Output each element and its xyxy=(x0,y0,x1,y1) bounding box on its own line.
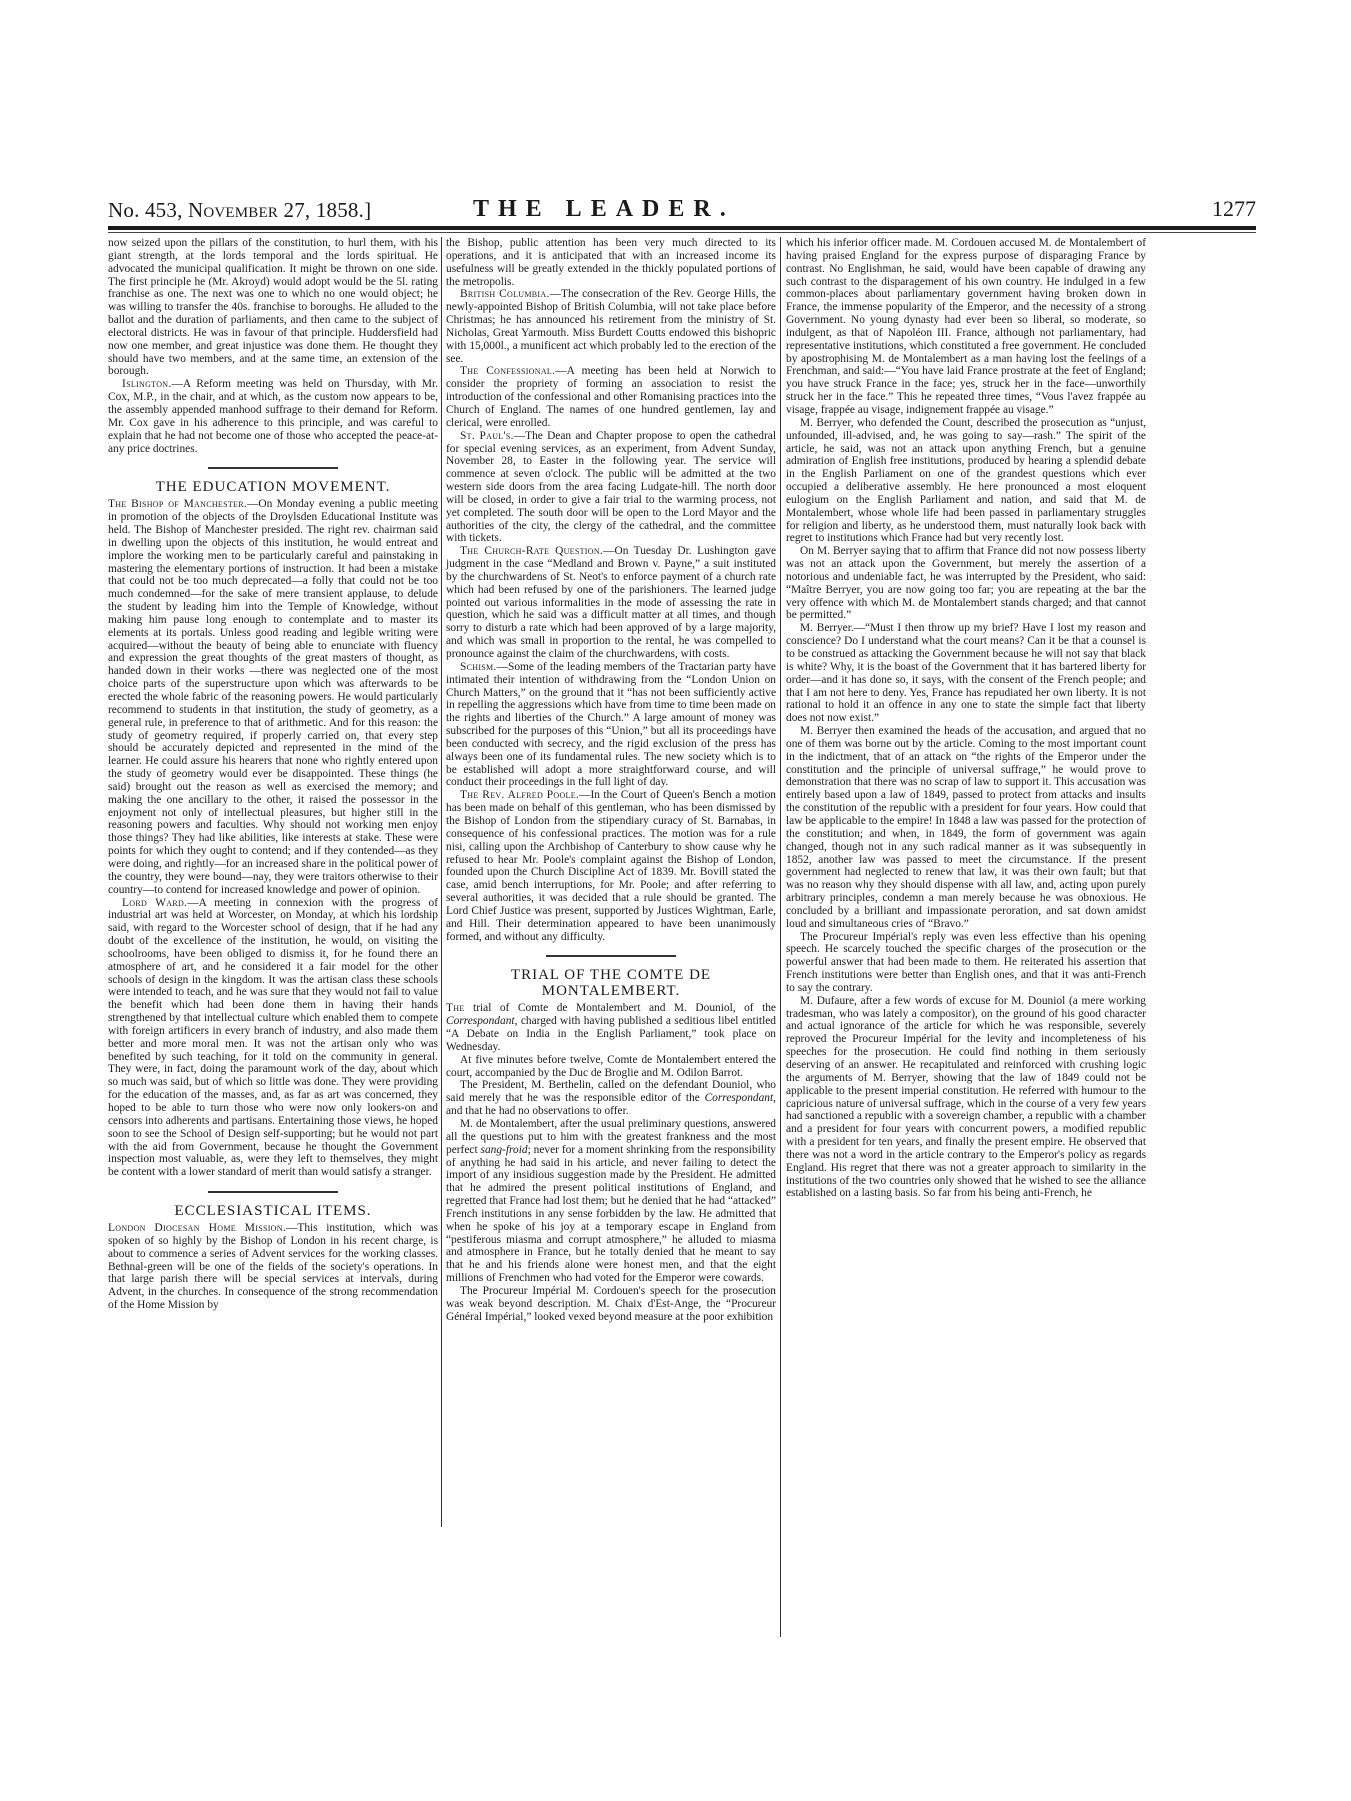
publication-title: THE LEADER. xyxy=(473,196,735,222)
article-paragraph: The Bishop of Manchester.—On Monday evening a public meeting in promotion of the objects of the Droylsden Educational Institute was held. The Bishop of Manchester presided. The right rev. chairman said in dwelling upon the objects of this institution, he would entreat and implore the working men to be particularly careful and painstaking in mastering the elementary portions of instruction. It had been a mistake that could not be too much deprecated—a folly that could not be too much condemned—for the sake of mere transient applause, to delude the student by leading him into the Temple of Knowledge, without making him pause long enough to contemplate and to master its elements at its portals. Unless good reading and legible writing were acquired—without the beauty of being able to enunciate with fluency and expression the great thoughts of the great masters of thought, as handed down in their works —there was neglected one of the most choice parts of the superstructure upon which was afterwards to be erected the whole fabric of the reasoning powers. He would particularly recommend to students in that institution, the study of geometry, as a general rule, in preference to that of arithmetic. And for this reason: the study of geometry required, if properly carried on, that every step should be accurately depicted and represented in the mind of the learner. He could assure his hearers that none who rightly entered upon the study of geometry would ever be disappointed. These things (he said) brought out the reason as well as exercised the memory; and making the one ancillary to the other, it raised the possessor in the enjoyment not only of intellectual pleasures, but higher still in the reasoning powers and faculties. Why should not working men enjoy those things? They had like abilities, like interests at stake. These were points for which they ought to contend; and if they contended—as they were doing, and rightly—for an increased share in the political power of the country, they were bound—nay, they were traitors otherwise to their country—to contend for increased knowledge and power of opinion. xyxy=(108,498,438,896)
lead-in: The Church-Rate Question. xyxy=(460,545,604,558)
article-paragraph: St. Paul's.—The Dean and Chapter propose to open the cathedral for special evening services, as an experiment, from Advent Sunday, November 28, to Easter in the following year. The service will commence at seven o'clock. The public will be admitted at the two western side doors from the area facing Ludgate-hill. The north door will be closed, in order to give a fair trial to the warming process, not yet completed. The south door will be open to the Lord Mayor and the authorities of the city, the clergy of the cathedral, and the committee with tickets. xyxy=(446,429,776,545)
section-heading-trial: TRIAL OF THE COMTE DE MONTALEMBERT. xyxy=(510,967,712,1000)
lead-in: The Bishop of Manchester. xyxy=(108,498,248,511)
lead-in: The xyxy=(446,1002,465,1015)
article-paragraph: London Diocesan Home Mission.—This institution, which was spoken of so highly by the Bishop of London in his recent charge, is about to commence a series of Advent services for the working classes. Bethnal-green will be one of the fields of the society's operations. In that large parish there will be special services at intervals, during Advent, in the churches. In consequence of the strong recommendation of the Home Mission by xyxy=(108,1222,438,1312)
article-paragraph: Lord Ward.—A meeting in connexion with the progress of industrial art was held at Worcester, on Monday, at which his lordship said, with regard to the Worcester school of design, that if he had any doubt of the excellence of the institution, he would, on visiting the schoolrooms, have been obliged to dismiss it, for he found there an atmosphere of art, and he considered it a fair model for the other schools of design in the kingdom. It was the artisan class these schools were intended to teach, and he was sure that they would not fail to value the benefit which had been done them in having their hands strengthened by that intellectual culture which enabled them to compete with foreign artificers in every branch of industry, and also made them better and more moral men. It was not the artisan only who was benefited by such teaching, for it told on the community in general. They were, in fact, doing the paramount work of the day, about which so much was said, but of which so little was done. They were providing for the education of the masses, and, as far as art was concerned, they hoped to be able to turn those who were now only lookers-on and censors into adherents and partisans. Entertaining those views, he hoped soon to see the School of Design self-supporting; but he would not part with the aid from Government, because he thought the Government inspection most valuable, as, were they left to themselves, they might be content with a lower standard of merit than would satisfy a stranger. xyxy=(108,896,439,1179)
newspaper-page xyxy=(108,190,1256,1637)
article-paragraph: M. de Montalembert, after the usual preliminary questions, answered all the questions put to him with the greatest frankness and the most perfect sang-froid; never for a moment shrinking from the responsibility of anything he had said in his article, and never failing to detect the import of any insidious suggestion made by the President. He admitted that he admired the present political institutions of England, and regretted that France had lost them; but he denied that he had “attacked” French institutions in any sense forbidden by the law. He admitted that when he spoke of his joy at a temporary escape in England from “pestiferous miasma and corrupt atmosphere,” he alluded to miasma and atmosphere in France, but he totally denied that he meant to say that he and his friends alone were honest men, and that the eight millions of Frenchmen who had voted for the Emperor were cowards. xyxy=(446,1118,776,1285)
article-paragraph: The trial of Comte de Montalembert and M. Douniol, of the Correspondant, charged with having published a seditious libel entitled “A Debate on India in the English Parliament,” took place on Wednesday. xyxy=(446,1002,776,1053)
article-paragraph: the Bishop, public attention has been very much directed to its operations, and it is anticipated that with an increased income its usefulness will be greatly extended in the thickly populated portions of the metropolis. xyxy=(446,237,776,288)
article-paragraph: On M. Berryer saying that to affirm that France did not now possess liberty was not an attack upon the Government, but merely the assertion of a notorious and undeniable fact, he was interrupted by the President, who said: “Maître Berryer, you are now going too far; you are repeating at the bar the very offence with which M. de Montalembert stands charged; and that cannot be permitted.” xyxy=(786,545,1146,622)
section-heading-education: THE EDUCATION MOVEMENT. xyxy=(155,479,391,496)
masthead xyxy=(108,190,1256,224)
header-rule-thin xyxy=(108,232,1256,233)
article-paragraph: which his inferior officer made. M. Cordouen accused M. de Montalembert of having praised England for the express purpose of disparaging France by contrast. No Englishman, he said, would have been capable of drawing any such contrast to the disparagement of his own country. He indulged in a few common-places about parliamentary government having broken down in France, the immense popularity of the Emperor, and the necessity of a strong Government. No young dynasty had ever been so liberal, so moderate, so indulgent, as that of Napoléon III. France, although not parliamentary, had representative institutions, which constituted a free government. He concluded by apostrophising M. de Montalembert as a man having lost the feelings of a Frenchman, and said:—“You have laid France prostrate at the feet of England; you have struck France in the face; yes, struck her in the face—unworthily struck her in the face.” This he repeated three times, “Vous l'avez frappée au visage, frappée au visage, indignement frappée au visage.” xyxy=(786,237,1146,416)
lead-in: Lord Ward. xyxy=(122,896,188,909)
article-paragraph: The Church-Rate Question.—On Tuesday Dr. Lushington gave judgment in the case “Medland and Brown v. Payne,” a suit instituted by the churchwardens of St. Neot's to enforce payment of a church rate which had been refused by one of the parishioners. The learned judge pointed out various informalities in the mode of assessing the rate in question, which he said was a difficult matter at all times, and though sorry to disturb a rate which had been approved of by a large majority, and which was small in proportion to the rental, he was compelled to pronounce against the claim of the churchwardens, with costs. xyxy=(446,545,776,660)
section-heading-ecclesiastical: ECCLESIASTICAL ITEMS. xyxy=(174,1203,372,1220)
article-paragraph: At five minutes before twelve, Comte de Montalembert entered the court, accompanied by the Duc de Broglie and M. Odilon Barrot. xyxy=(446,1053,776,1079)
lead-in: Schism. xyxy=(460,660,497,673)
lead-in: The Confessional. xyxy=(460,365,556,378)
issue-date: No. 453, November 27, 1858.] xyxy=(108,198,372,222)
lead-in: London Diocesan Home Mission. xyxy=(108,1222,286,1235)
article-paragraph: British Columbia.—The consecration of the Rev. George Hills, the newly-appointed Bishop of British Columbia, will not take place before Christmas; he has announced his retirement from the ministry of St. Nicholas, Great Yarmouth. Miss Burdett Coutts endowed this bishopric with 15,000l., a munificent act which probably led to the erection of the see. xyxy=(446,288,776,365)
article-paragraph: Islington.—A Reform meeting was held on Thursday, with Mr. Cox, M.P., in the chair, and at which, as the custom now appears to be, the assembly appended manhood suffrage to their demand for Reform. Mr. Cox gave in his adherence to this principle, and was careful to explain that he had not become one of those who accepted the peace-at-any price doctrines. xyxy=(108,378,438,455)
lead-in: St. Paul's. xyxy=(460,429,514,442)
section-divider xyxy=(208,1191,338,1193)
article-paragraph: Schism.—Some of the leading members of the Tractarian party have intimated their intention of withdrawing from the “London Union on Church Matters,” on the ground that it “has not been sufficiently active in repelling the aggressions which have from time to time been made on the rights and liberties of the Church.” A large amount of money was subscribed for the purposes of this “Union,” but all its proceedings have been conducted with secrecy, and the rigid exclusion of the press has always been one of its fundamental rules. The new society which is to be established will adopt a more straightforward course, and will conduct their proceedings in the full light of day. xyxy=(446,660,776,789)
article-paragraph: The President, M. Berthelin, called on the defendant Douniol, who said merely that he was the responsible editor of the Correspondant, and that he had no observations to offer. xyxy=(446,1079,776,1118)
section-divider xyxy=(546,955,676,957)
lead-in: The Rev. Alfred Poole. xyxy=(460,789,580,802)
article-paragraph: M. Dufaure, after a few words of excuse for M. Douniol (a mere working tradesman, who was lately a compositor), on the ground of his good character and actual ignorance of the article for which he was responsible, severely reproved the Procureur Impérial for the levity and incompleteness of his speeches for the prosecution. He could find nothing in them seriously deserving of an answer. He recapitulated and reinforced with crushing logic the arguments of M. Berryer, showing that the law of 1849 could not be applicable to the present imperial constitution. He referred with humour to the capricious nature of universal suffrage, which in the course of a very few years had sanctioned a republic with a sovereign chamber, a republic with a chamber and a president for four years with concurrent powers, a modified republic with a president for ten years, and finally the present empire. He observed that there was not a word in the article contrary to the Emperor's policy as regards England. His regret that there was not a greater approach to similarity in the institutions of the two countries only showed that he wished to see the alliance established on a lasting basis. So far from his being anti-French, he xyxy=(786,994,1146,1200)
column-1 xyxy=(108,237,438,1312)
column-3 xyxy=(786,237,1146,1200)
column-divider xyxy=(441,237,442,1527)
section-divider xyxy=(208,467,338,469)
page-number: 1277 xyxy=(1212,196,1256,221)
article-paragraph: The Confessional.—A meeting has been held at Norwich to consider the propriety of forming an association to resist the introduction of the confessional and other Romanising practices into the Church of England. The names of one hundred gentlemen, lay and clerical, were enrolled. xyxy=(446,365,776,429)
header-rule xyxy=(108,226,1256,230)
columns xyxy=(108,237,1256,1637)
lead-in: Islington. xyxy=(122,378,172,391)
article-paragraph: now seized upon the pillars of the constitution, to hurl them, with his giant strength, at the lords temporal and the lords spiritual. He advocated the municipal qualification. It might be thrown on one side. The first principle he (Mr. Akroyd) would adopt would be the 5l. rating franchise as one. The next was one to which no one would object; he was willing to transfer the 40s. franchise to boroughs. He alluded to the ballot and the duration of parliaments, and then came to the subject of electoral districts. He was in favour of that principle. Huddersfield had now one member, and great injustice was done them. He thought they should have two members, and at the same time, an extension of the borough. xyxy=(108,237,438,378)
article-paragraph: The Procureur Impérial's reply was even less effective than his opening speech. He scarcely touched the specific charges of the prosecution or the powerful answer that had been made to them. He reiterated his assertion that French institutions were better than English ones, and that it was anti-French to say the contrary. xyxy=(786,930,1146,994)
article-paragraph: M. Berryer.—“Must I then throw up my brief? Have I lost my reason and conscience? Do I understand what the court means? Can it be that a counsel is to be construed as attacking the Government because he will not say that black is white? Why, it is the boast of the Government that it has bartered liberty for order—and it has done so, it says, with the consent of the French people; and that I am not here to deny. Yes, France has repudiated her own liberty. It is not rational to hold it an offence in any one to state the simple fact that liberty does not now exist.” xyxy=(786,622,1146,725)
article-paragraph: The Procureur Impérial M. Cordouen's speech for the prosecution was weak beyond description. M. Chaix d'Est-Ange, the “Procureur Général Impérial,” looked vexed beyond measure at the poor exhibition xyxy=(446,1284,776,1323)
column-2 xyxy=(446,237,776,1324)
column-divider xyxy=(780,237,781,1637)
article-paragraph: M. Berryer, who defended the Count, described the prosecution as “unjust, unfounded, ill-advised, and, he was going to say—rash.” The spirit of the article, he said, was not an attack upon anything French, but a genuine admiration of English free institutions, produced by hearing a splendid debate in the English Parliament on one of the grandest questions which ever occupied a deliberative assembly. He here pronounced a most eloquent eulogium on the English Parliament and nation, and said that M. de Montalembert, whose whole life had been passed in parliamentary struggles for religion and liberty, as he understood them, must naturally look back with regret to institutions which France had but very recently lost. xyxy=(786,416,1146,545)
article-paragraph: M. Berryer then examined the heads of the accusation, and argued that no one of them was borne out by the article. Coming to the most important count in the indictment, that of an attack on “the rights of the Emperor under the constitution and the principle of universal suffrage,” he would prove to demonstration that there was no scrap of law to support it. This accusation was entirely based upon a law of 1849, passed to protect from attacks and insults the constitution of the republic with a president for four years. How could that law be applicable to the empire! In 1848 a law was passed for the protection of the constitution; and when, in 1849, the form of government was again changed, though not in any such radical manner as it was subsequently in 1852, another law was passed to meet the circumstance. If the present government had neglected to renew that law, it was their own fault; but that was no reason why they should dispense with all law, and, acting upon purely arbitrary principles, condemn a man merely because he was obnoxious. He concluded by a brilliant and impassionate peroration, and sat down amidst loud and simultaneous cries of “Bravo.” xyxy=(786,725,1146,930)
lead-in: British Columbia. xyxy=(460,288,550,301)
article-paragraph: The Rev. Alfred Poole.—In the Court of Queen's Bench a motion has been made on behalf of this gentleman, who has been dismissed by the Bishop of London from the stipendiary curacy of St. Barnabas, in consequence of his confessional practices. The motion was for a rule nisi, calling upon the Archbishop of Canterbury to show cause why he refused to hear Mr. Poole's complaint against the Bishop of London, founded upon the Church Discipline Act of 1839. Mr. Bovill stated the case, amid bench interruptions, for Mr. Poole; and after referring to several authorities, it was decided that a rule should be granted. The Lord Chief Justice was present, supported by Justices Wightman, Earle, and Hill. Their determination appeared to have been unanimously formed, and without any difficulty. xyxy=(446,789,776,943)
